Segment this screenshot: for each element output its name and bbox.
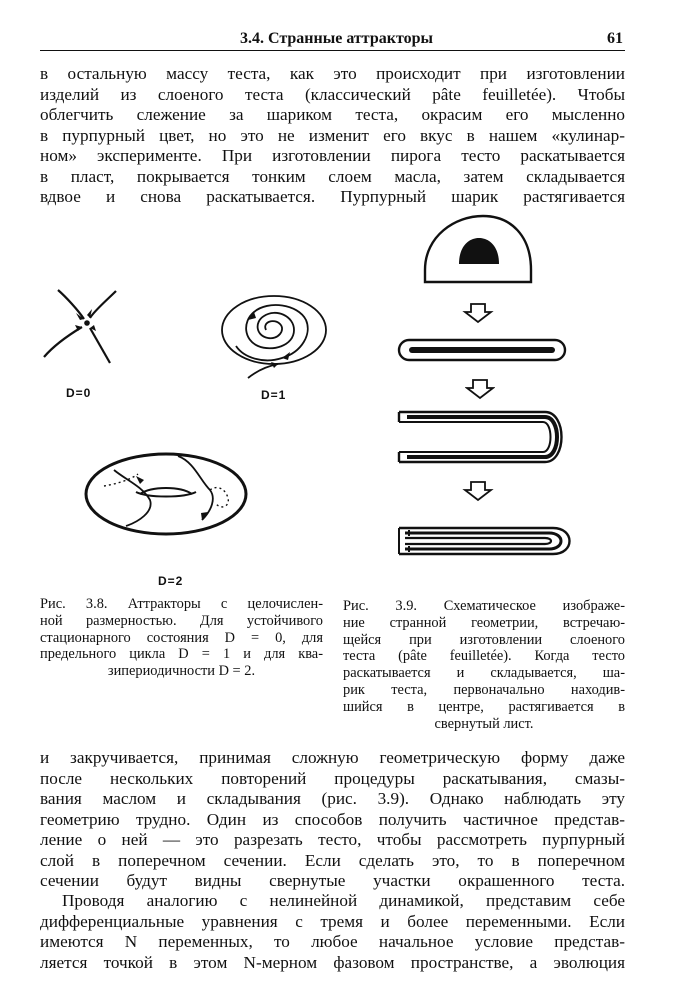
caption-line: раскатывается и складывается, ша- (343, 665, 625, 682)
figure-torus (82, 450, 250, 540)
text-line: вдвое и снова раскатывается. Пурпурный шарик растягивается (40, 187, 625, 206)
text-line: геометрию трудно. Один из способов получить частичное представ- (40, 809, 625, 829)
caption-line: шийся в центре, растягивается в (343, 698, 625, 715)
text-line: после нескольких повторений процедуры раскатывания, смазы- (40, 768, 625, 788)
figure-limit-cycle (218, 290, 330, 382)
caption-line: ние странной геометрии, встречаю- (343, 614, 625, 631)
label-d1: D=1 (261, 388, 287, 402)
arrow-down-icon (465, 378, 495, 400)
text-line: ном» эксперименте. При изготовлении пирога тесто раскатывается (40, 146, 625, 165)
text-line: имеются N переменных, то любое начальное условие представ- (40, 932, 625, 951)
text-line: в пурпурный цвет, но это не изменит его вкус в нашем «кулинар- (40, 125, 625, 145)
label-d0: D=0 (66, 386, 92, 400)
text-line: сечении будут видны свернутые участки окрашенного теста. (40, 871, 625, 890)
text-line: ляется точкой в этом N-мерном фазовом пространстве, а эволюция (40, 952, 625, 972)
caption-line: теста (pâte feuilletée). Когда тесто (343, 648, 625, 665)
caption-line: Рис. 3.8. Аттракторы с целочислен- (40, 596, 323, 612)
page-number: 61 (607, 30, 623, 47)
paragraph-top (40, 64, 625, 208)
section-title: 3.4. Странные аттракторы (240, 30, 433, 47)
caption-line: стационарного состояния D = 0, для (40, 629, 323, 646)
paragraph-bottom (40, 891, 625, 973)
caption-line: свернутый лист. (434, 715, 534, 732)
caption-fig-3-8 (40, 596, 323, 680)
text-line: ление о ней — это разрезать тесто, чтобы рассмотреть пурпурный (40, 830, 625, 849)
label-d2: D=2 (158, 574, 184, 588)
text-line: Проводя аналогию с нелинейной динамикой, представим себе (62, 891, 625, 910)
caption-fig-3-9 (343, 598, 625, 732)
text-line: в остальную массу теста, как это происходит при изготовлении (40, 64, 625, 83)
caption-line: ной размерностью. Для устойчивого (40, 612, 323, 629)
text-line: дифференциальные уравнения с тремя и более переменными. Если (40, 911, 625, 931)
text-line: изделий из слоеного теста (классический pâte feuilletée). Чтобы (40, 84, 625, 104)
text-line: слой в поперечном сечении. Если сделать это, то в поперечном (40, 850, 625, 870)
text-line: вания маслом и складывания (рис. 3.9). Однако наблюдать эту (40, 789, 625, 808)
text-line: облегчить слежение за шариком теста, окрасим его мысленно (40, 105, 625, 124)
caption-line: предельного цикла D = 1 и для ква- (40, 646, 323, 663)
caption-line: щейся при изготовлении слоеного (343, 631, 625, 648)
paragraph-mid (40, 748, 625, 892)
text-line: в пласт, покрывается тонким слоем масла, затем складывается (40, 166, 625, 186)
caption-line: зипериодичности D = 2. (107, 663, 256, 680)
running-header (40, 28, 625, 51)
caption-line: Рис. 3.9. Схематическое изображе- (343, 598, 625, 614)
figure-fixed-point (38, 285, 138, 365)
text-line: и закручивается, принимая сложную геометрическую форму даже (40, 748, 625, 767)
caption-line: рик теста, первоначально находив- (343, 681, 625, 698)
